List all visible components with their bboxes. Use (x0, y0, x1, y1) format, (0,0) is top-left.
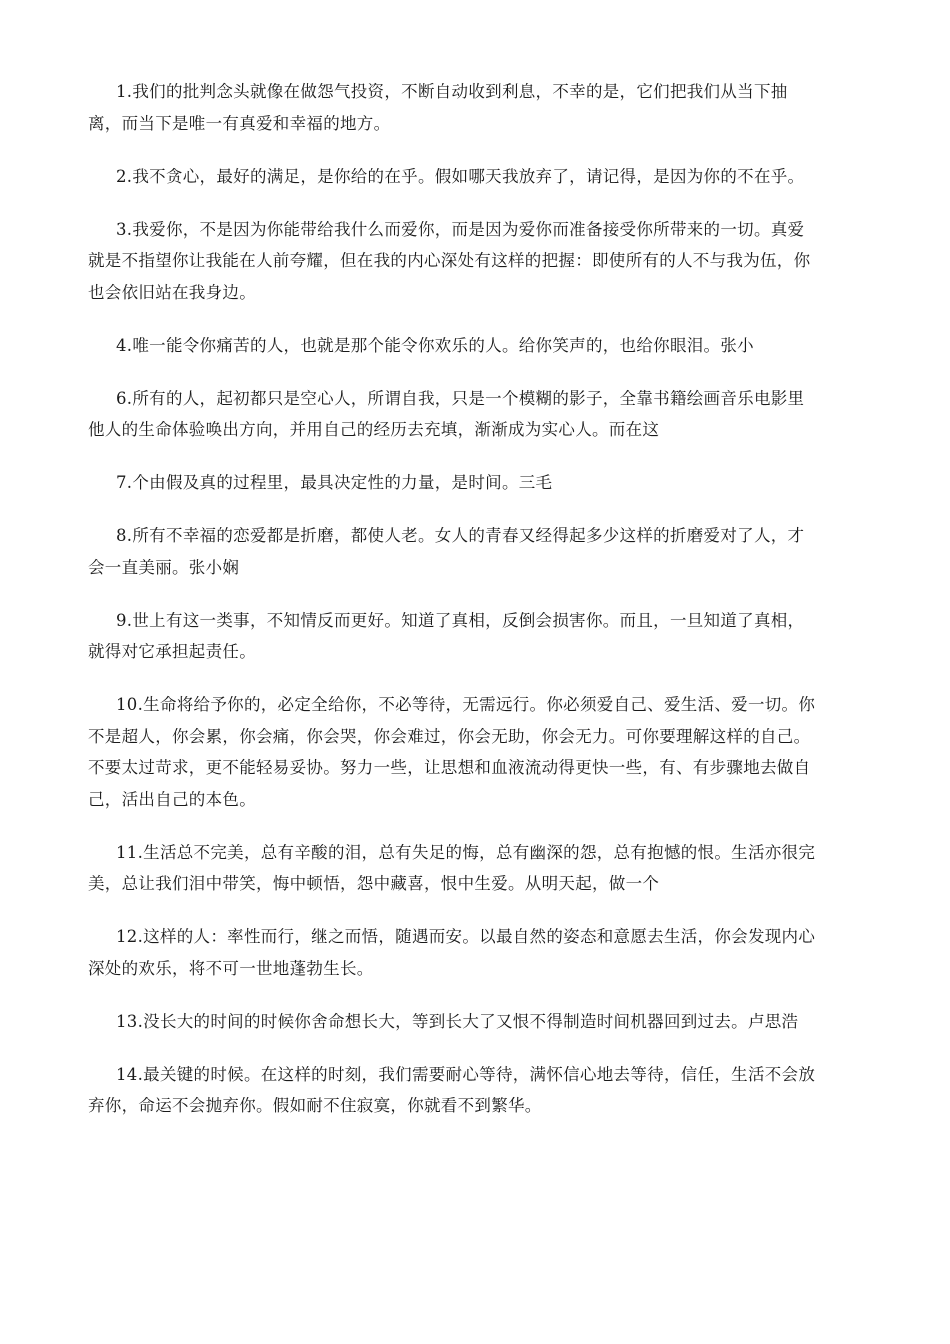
paragraph-line: 9.世上有这一类事，不知情反而更好。知道了真相，反倒会损害你。而且，一旦知道了真相， (116, 610, 805, 630)
paragraph-line: 7.个由假及真的过程里，最具决定性的力量，是时间。三毛 (116, 473, 553, 492)
paragraph-line: 就得对它承担起责任。 (88, 642, 256, 661)
paragraph-line: 也会依旧站在我身边。 (88, 282, 256, 302)
paragraph-line: 2.我不贪心，最好的满足，是你给的在乎。假如哪天我放弃了，请记得，是因为你的不在乎。 (116, 166, 805, 186)
paragraph-line: 弃你，命运不会抛弃你。假如耐不住寂寞，你就看不到繁华。 (88, 1096, 542, 1115)
paragraph (88, 76, 851, 139)
paragraph-line: 他人的生命体验唤出方向，并用自己的经历去充填，渐渐成为实心人。而在这 (88, 420, 660, 439)
paragraph-line: 6.所有的人，起初都只是空心人，所谓自我，只是一个模糊的影子，全靠书籍绘画音乐电影里 (116, 388, 805, 408)
paragraph (116, 467, 851, 499)
paragraph (88, 605, 851, 668)
paragraph (88, 520, 851, 583)
paragraph (88, 921, 851, 984)
paragraph-line: 3.我爱你，不是因为你能带给我什么而爱你，而是因为爱你而准备接受你所带来的一切。真爱 (116, 219, 805, 239)
paragraph (88, 837, 851, 900)
paragraph-line: 己，活出自己的本色。 (88, 789, 256, 809)
paragraph (88, 214, 851, 309)
paragraph-line: 就是不指望你让我能在人前夸耀，但在我的内心深处有这样的把握：即使所有的人不与我为伍，你 (88, 251, 811, 270)
paragraph (88, 383, 851, 446)
document-body (88, 76, 851, 1143)
paragraph-line: 4.唯一能令你痛苦的人，也就是那个能令你欢乐的人。给你笑声的，也给你眼泪。张小 (116, 335, 754, 355)
paragraph-line: 离，而当下是唯一有真爱和幸福的地方。 (88, 113, 391, 133)
paragraph (116, 1006, 851, 1038)
paragraph-line: 不是超人，你会累，你会痛，你会哭，你会难过，你会无助，你会无力。可你要理解这样的自己。 (88, 726, 811, 746)
paragraph-line: 13.没长大的时间的时候你舍命想长大，等到长大了又恨不得制造时间机器回到过去。卢思浩 (116, 1011, 799, 1031)
paragraph (88, 1059, 851, 1122)
paragraph-line: 8.所有不幸福的恋爱都是折磨，都使人老。女人的青春又经得起多少这样的折磨爱对了人，才 (116, 526, 805, 545)
paragraph-line: 会一直美丽。张小娴 (88, 557, 240, 577)
paragraph-line: 14.最关键的时候。在这样的时刻，我们需要耐心等待，满怀信心地去等待，信任，生活不会放 (116, 1064, 816, 1084)
paragraph (88, 689, 851, 815)
paragraph-line: 1.我们的批判念头就像在做怨气投资，不断自动收到利息，不幸的是，它们把我们从当下抽 (116, 82, 788, 101)
paragraph-line: 10.生命将给予你的，必定全给你，不必等待，无需远行。你必须爱自己、爱生活、爱一切。你 (116, 695, 816, 714)
paragraph-line: 深处的欢乐，将不可一世地蓬勃生长。 (88, 958, 374, 978)
paragraph-line: 美，总让我们泪中带笑，悔中顿悟，怨中藏喜，恨中生爱。从明天起，做一个 (88, 874, 660, 893)
paragraph (116, 330, 851, 362)
paragraph-line: 不要太过苛求，更不能轻易妥协。努力一些，让思想和血液流动得更快一些，有、有步骤地去做自 (88, 758, 811, 777)
paragraph-line: 12.这样的人：率性而行，继之而悟，随遇而安。以最自然的姿态和意愿去生活，你会发现内心 (116, 927, 816, 946)
paragraph (116, 161, 851, 193)
paragraph-line: 11.生活总不完美，总有辛酸的泪，总有失足的悔，总有幽深的怨，总有抱憾的恨。生活亦很完 (116, 842, 816, 862)
